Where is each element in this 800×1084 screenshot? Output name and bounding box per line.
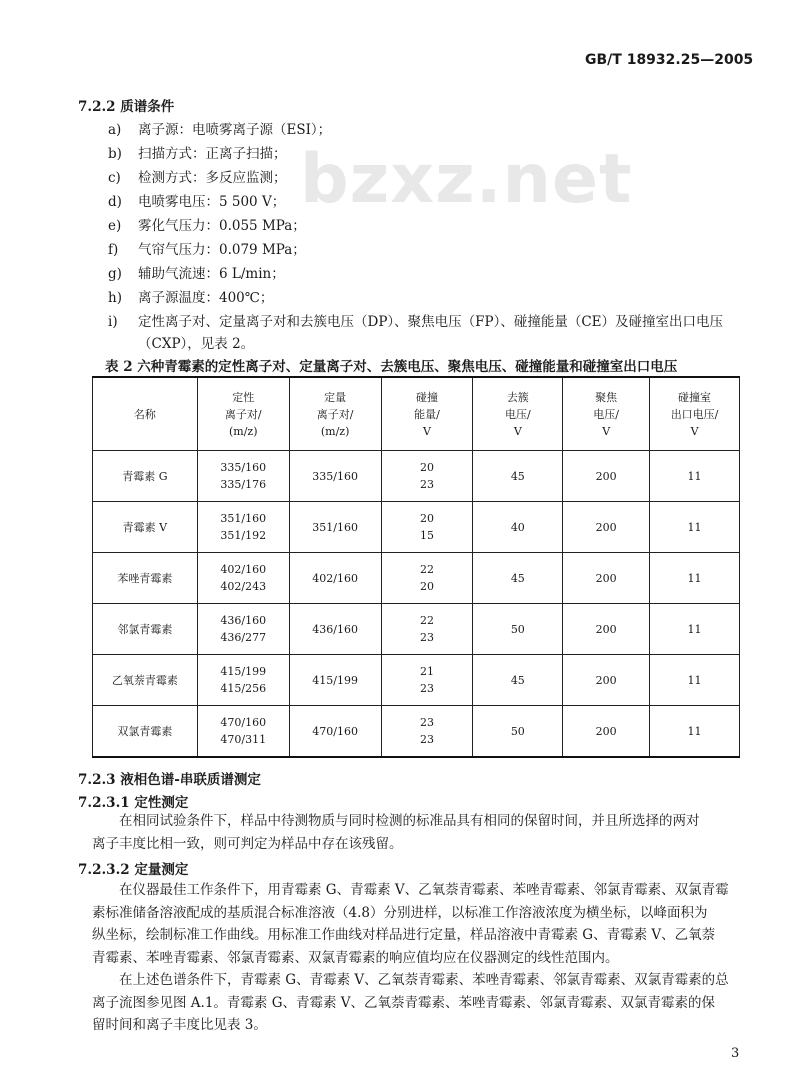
cell-dp: 45 <box>473 655 563 706</box>
table-row <box>93 655 740 706</box>
cell-qual: 402/160 402/243 <box>197 553 289 604</box>
cell-name: 双氯青霉素 <box>93 706 198 758</box>
cell-qual: 470/160 470/311 <box>197 706 289 758</box>
paragraph-qualitative: 在相同试验条件下，样品中待测物质与同时检测的标准品具有相同的保留时间，并且所选择的两对 离子丰度比相一致，则可判定为样品中存在该残留。 <box>92 813 700 852</box>
paragraph-quantitative-1: 在仪器最佳工作条件下，用青霉素 G、青霉素 V、乙氧萘青霉素、苯唑青霉素、邻氯青霉素、双氯青霉 素标准储备溶液配成的基质混合标准溶液（4.8）分别进样，以标准工作溶液浓度为横坐标，以峰面积为 纵坐标，绘制标准工作曲线。用标准工作曲线对样品进行定量，样品溶液中青霉素 G、青霉素 V、乙氧萘 青霉素、苯唑青霉素、邻氯青霉素、双氯青霉素的响应值均应在仪器测定的线性范围内。 <box>92 882 729 966</box>
cell-ce: 23 23 <box>381 706 473 758</box>
list-item: （CXP），见表 2。 <box>138 336 255 352</box>
table-row <box>93 553 740 604</box>
cell-cxp: 11 <box>650 502 740 553</box>
list-item: a) 离子源：电喷雾离子源（ESI）； <box>108 122 332 138</box>
table-row <box>93 706 740 758</box>
cell-fp: 200 <box>563 451 650 502</box>
cell-name: 青霉素 V <box>93 502 198 553</box>
section-7-2-3-2-title: 7.2.3.2 定量测定 <box>78 862 189 878</box>
col-header-qual: 定性 离子对/ (m/z) <box>197 377 289 451</box>
list-item: h) 离子源温度：400℃； <box>108 290 274 306</box>
list-item: c) 检测方式：多反应监测； <box>108 170 287 186</box>
cell-fp: 200 <box>563 502 650 553</box>
watermark: bzxz.net <box>300 140 633 219</box>
col-header-ce: 碰撞 能量/ V <box>381 377 473 451</box>
list-item: i) 定性离子对、定量离子对和去簇电压（DP）、聚焦电压（FP）、碰撞能量（CE）及碰撞室出口电压 <box>108 314 724 330</box>
cell-name: 邻氯青霉素 <box>93 604 198 655</box>
list-item: e) 雾化气压力：0.055 MPa； <box>108 218 306 234</box>
cell-ce: 20 23 <box>381 451 473 502</box>
paragraph-quantitative-2: 在上述色谱条件下，青霉素 G、青霉素 V、乙氧萘青霉素、苯唑青霉素、邻氯青霉素、双氯青霉素的总 离子流图参见图 A.1。青霉素 G、青霉素 V、乙氧萘青霉素、苯唑青霉素、邻氯青霉素、双氯青霉素的保 留时间和离子丰度比见表 3。 <box>92 972 729 1033</box>
cell-fp: 200 <box>563 706 650 758</box>
table-row <box>93 604 740 655</box>
table-caption: 表 2 六种青霉素的定性离子对、定量离子对、去簇电压、聚焦电压、碰撞能量和碰撞室出口电压 <box>105 359 678 375</box>
col-header-quant: 定量 离子对/ (m/z) <box>289 377 381 451</box>
standard-number: GB/T 18932.25—2005 <box>585 52 754 68</box>
cell-name: 青霉素 G <box>93 451 198 502</box>
cell-name: 苯唑青霉素 <box>93 553 198 604</box>
list-item: g) 辅助气流速：6 L/min； <box>108 266 285 282</box>
cell-dp: 45 <box>473 553 563 604</box>
cell-cxp: 11 <box>650 604 740 655</box>
cell-quant: 470/160 <box>289 706 381 758</box>
cell-qual: 351/160 351/192 <box>197 502 289 553</box>
table-2 <box>92 376 740 758</box>
cell-name: 乙氧萘青霉素 <box>93 655 198 706</box>
col-header-cxp: 碰撞室 出口电压/ V <box>650 377 740 451</box>
cell-quant: 402/160 <box>289 553 381 604</box>
cell-quant: 415/199 <box>289 655 381 706</box>
cell-qual: 415/199 415/256 <box>197 655 289 706</box>
cell-dp: 50 <box>473 706 563 758</box>
cell-cxp: 11 <box>650 706 740 758</box>
table-row <box>93 451 740 502</box>
cell-ce: 22 23 <box>381 604 473 655</box>
cell-qual: 335/160 335/176 <box>197 451 289 502</box>
list-item: d) 电喷雾电压：5 500 V； <box>108 194 286 210</box>
cell-ce: 21 23 <box>381 655 473 706</box>
section-7-2-3-1-title: 7.2.3.1 定性测定 <box>78 795 189 811</box>
cell-quant: 351/160 <box>289 502 381 553</box>
cell-ce: 22 20 <box>381 553 473 604</box>
cell-dp: 50 <box>473 604 563 655</box>
cell-cxp: 11 <box>650 451 740 502</box>
cell-quant: 436/160 <box>289 604 381 655</box>
list-item: f) 气帘气压力：0.079 MPa； <box>108 242 306 258</box>
cell-quant: 335/160 <box>289 451 381 502</box>
cell-cxp: 11 <box>650 553 740 604</box>
list-item: b) 扫描方式：正离子扫描； <box>108 146 287 162</box>
col-header-name: 名称 <box>93 377 198 451</box>
cell-fp: 200 <box>563 655 650 706</box>
table-row <box>93 502 740 553</box>
page-number: 3 <box>731 1046 740 1061</box>
col-header-fp: 聚焦 电压/ V <box>563 377 650 451</box>
section-7-2-3-title: 7.2.3 液相色谱-串联质谱测定 <box>78 772 261 788</box>
cell-cxp: 11 <box>650 655 740 706</box>
col-header-dp: 去簇 电压/ V <box>473 377 563 451</box>
cell-dp: 40 <box>473 502 563 553</box>
cell-fp: 200 <box>563 553 650 604</box>
cell-ce: 20 15 <box>381 502 473 553</box>
cell-qual: 436/160 436/277 <box>197 604 289 655</box>
cell-dp: 45 <box>473 451 563 502</box>
cell-fp: 200 <box>563 604 650 655</box>
section-7-2-2-title: 7.2.2 质谱条件 <box>78 99 175 115</box>
table-header-row <box>93 377 740 451</box>
